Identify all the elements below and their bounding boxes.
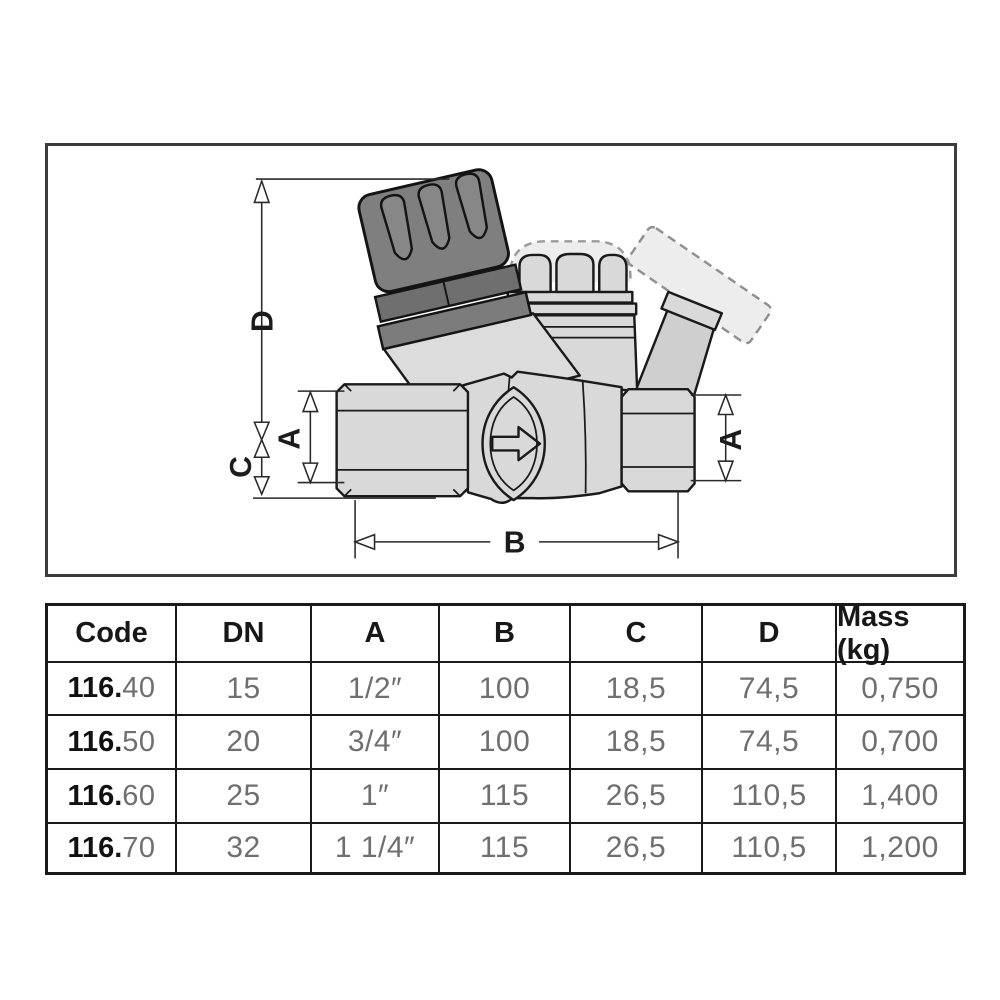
technical-drawing-panel (45, 143, 957, 577)
d-cell: 74,5 (703, 716, 837, 770)
d-cell: 110,5 (703, 824, 837, 872)
right-port (622, 389, 695, 491)
left-port (337, 384, 468, 496)
adjustment-knob (349, 165, 531, 349)
mass-cell: 0,700 (837, 716, 963, 770)
dn-cell: 25 (177, 770, 312, 824)
col-header-c: C (571, 606, 703, 663)
dim-label-d: D (246, 310, 280, 332)
a-cell: 1/2″ (312, 663, 440, 716)
code-suffix: 50 (122, 725, 156, 758)
dim-label-a-right: A (715, 428, 749, 451)
b-cell: 100 (440, 716, 571, 770)
c-cell: 26,5 (571, 824, 703, 872)
code-suffix: 60 (122, 779, 156, 812)
a-cell: 3/4″ (312, 716, 440, 770)
code-prefix: 116. (67, 831, 123, 864)
dn-cell: 20 (177, 716, 312, 770)
d-cell: 110,5 (703, 770, 837, 824)
dn-cell: 32 (177, 824, 312, 872)
col-header-d: D (703, 606, 837, 663)
dim-label-c: C (225, 456, 259, 478)
mass-cell: 1,200 (861, 831, 939, 864)
dim-label-b: B (503, 526, 526, 560)
drain-spout (636, 292, 722, 397)
c-cell: 18,5 (571, 663, 703, 716)
code-suffix: 40 (122, 672, 156, 704)
code-prefix: 116. (67, 672, 123, 704)
col-header-code: Code (48, 606, 177, 663)
dimensions-table (45, 600, 966, 875)
col-header-dn: DN (177, 606, 312, 663)
valve-dimension-drawing (48, 146, 954, 574)
code-suffix: 70 (122, 831, 156, 864)
code-prefix: 116. (67, 725, 123, 758)
dim-label-a-left: A (273, 427, 307, 450)
code-cell (48, 663, 177, 716)
mass-cell: 1,400 (837, 770, 963, 824)
a-cell: 1 1/4″ (312, 824, 440, 872)
valve-body (463, 372, 622, 503)
c-cell: 26,5 (571, 770, 703, 824)
col-header-b: B (440, 606, 571, 663)
b-cell: 100 (440, 663, 571, 716)
a-cell: 1″ (312, 770, 440, 824)
code-cell (48, 770, 177, 824)
mass-cell: 0,750 (837, 663, 963, 716)
code-cell (48, 716, 177, 770)
code-prefix: 116. (67, 779, 123, 812)
col-header-mass: Mass (kg) (837, 606, 963, 663)
dn-cell: 15 (177, 663, 312, 716)
col-header-a: A (312, 606, 440, 663)
c-cell: 18,5 (571, 716, 703, 770)
d-cell: 74,5 (703, 663, 837, 716)
code-cell (48, 824, 177, 872)
b-cell: 115 (440, 824, 571, 872)
b-cell: 115 (440, 770, 571, 824)
